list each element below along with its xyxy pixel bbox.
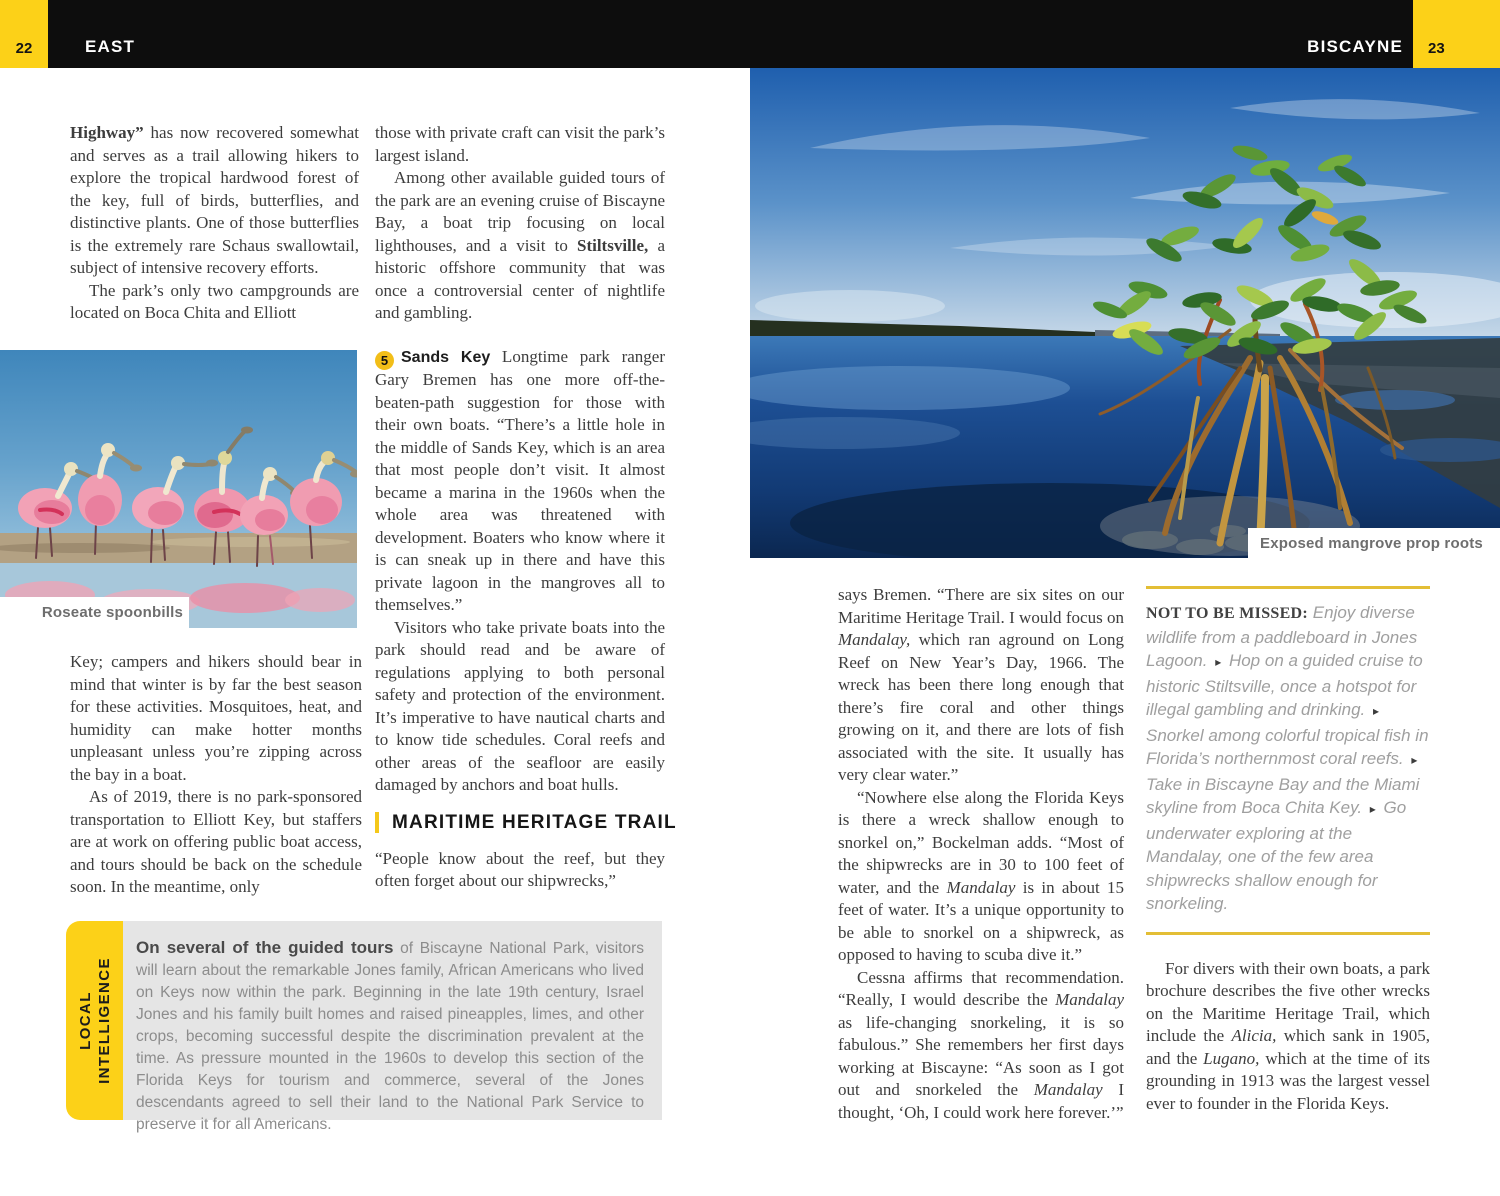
paragraph: Highway” has now recovered somewhat and serves as a trail allowing hikers to explore the tropical hardwood forest of the key, full of birds, butterflies, and distinctive plants. One of those butterflies is the extremely rare Schaus swallowtail, subject of intensive recovery efforts.: [70, 123, 359, 277]
local-intelligence-text: On several of the guided tours of Biscayne National Park, visitors will learn about the remarkable Jones family, African Americans who lived on Keys now within the park. Beginning in the late 19th century, Israel Jones and his family built homes and raised pineapples, limes, and other crops, becoming successful despite the discrimination prevalent at the time. As pressure mounted in the 1960s to develop this section of the Florida Keys for tourism and commerce, several of the Jones descendants agreed to sell their land to the National Park Service to preserve it for all Americans.: [136, 938, 644, 1133]
paragraph: says Bremen. “There are six sites on our Maritime Heritage Trail. I would focus on Mandalay, which ran aground on Long Reef on New Year’s Day, 1966. The wreck has been there long enough that there’s fire coral and other things growing on it, and there are lots of fish associated with the site. It usually has very clear water.”: [838, 585, 1124, 784]
mangrove-illustration: [750, 68, 1500, 558]
paragraph: Visitors who take private boats into the park should read and be aware of regulations applying to both personal safety and protection of the environment. It’s imperative to have nautical charts and to know tide schedules. Coral reefs and other areas of the seafloor are easily damaged by anchors and boat hulls.: [375, 617, 665, 794]
triangle-bullet-icon: ▸: [1215, 655, 1222, 669]
photo-caption-spoonbills: [0, 597, 189, 628]
sands-key-paragraph: 5 Sands Key Longtime park ranger Gary Bremen has one more off-the-beaten-path suggestion for those with their own boats. “There’s a little hole in the middle of Sands Key, which is an area that most people don’t visit. It almost became a marina in the 1960s when the whole area was threatened with development. Boaters who know where it is can sneak up in there and have this private lagoon in the mangroves all to themselves.”: [375, 346, 666, 614]
poi-number-badge: 5: [375, 351, 394, 370]
left-column-2: [375, 122, 677, 893]
local-intelligence-tab-label: LOCAL INTELLIGENCE: [76, 957, 113, 1084]
section-label-east: EAST: [85, 37, 136, 56]
header-bar: [48, 0, 1413, 68]
right-page-number: 23: [1413, 0, 1500, 68]
local-intelligence-tab: [66, 921, 123, 1120]
caption-text: Exposed mangrove prop roots: [1260, 534, 1483, 552]
paragraph: For divers with their own boats, a park brochure describes the five other wrecks on the Maritime Heritage Trail, which include the Alicia, which sank in 1905, and the Lugano, which at the time of its grounding in 1913 was the largest vessel ever to founder in the Florida Keys.: [1146, 958, 1430, 1113]
section-heading-row: [375, 811, 677, 834]
section-label-biscayne: BISCAYNE: [1307, 37, 1403, 56]
left-column-1-continued: [70, 651, 362, 899]
paragraph: As of 2019, there is no park-sponsored transportation to Elliott Key, but staffers are at work on offering public boat access, and tours should be back on the schedule soon. In the meantime, only: [70, 787, 362, 896]
paragraph: “Nowhere else along the Florida Keys is there a wreck shallow enough to snorkel on,” Bockelman adds. “Most of the shipwrecks are in 30 to 100 feet of water, and the Mandalay is in about 15 feet of water. It’s a unique opportunity to be able to snorkel on a shipwreck, as opposed to having to scuba dive it.”: [838, 787, 1124, 964]
section-heading: MARITIME HERITAGE TRAIL: [392, 811, 677, 833]
paragraph: Among other available guided tours of the park are an evening cruise of Biscayne Bay, a boat trip focusing on local lighthouses, and a visit to Stiltsville, a historic offshore community that was once a controversial center of nightlife and gambling.: [375, 168, 665, 322]
triangle-bullet-icon: ▸: [1369, 802, 1376, 816]
paragraph: Cessna affirms that recommendation. “Really, I would describe the Mandalay as life-changing snorkeling, it is so fabulous.” She remembers her first days working at Biscayne: “As soon as I got out and snorkeled the Mandalay I thought, ‘Oh, I could work here forever.’”: [838, 967, 1124, 1122]
caption-text: Roseate spoonbills: [41, 604, 183, 621]
left-page-number: 22: [0, 0, 48, 68]
not-to-be-missed-label: NOT TO BE MISSED:: [1146, 605, 1309, 622]
paragraph: “People know about the reef, but they often forget about our shipwrecks,”: [375, 848, 665, 890]
mangrove-photo: [750, 68, 1500, 558]
triangle-bullet-icon: ▸: [1372, 704, 1380, 718]
right-column-2: [1146, 586, 1430, 1115]
local-intelligence-box: [123, 921, 662, 1133]
page-header: [0, 0, 1500, 68]
photo-caption-mangrove: [1248, 528, 1500, 558]
yellow-rule-top: [1146, 586, 1430, 589]
not-to-be-missed: NOT TO BE MISSED: Enjoy diverse wildlife from a paddleboard in Jones Lagoon. ▸ Hop on a guided cruise to historic Stiltsville, once a hotspot for illegal gambling and drinking. ▸ Snorkel among colorful tropical fish in Florida’s northernmost coral reefs. ▸ Take in Biscayne Bay and the Miami skyline from Boca Chita Key. ▸ Go underwater exploring at the Mandalay, one of the few area shipwrecks shallow enough for snorkeling.: [1146, 603, 1429, 913]
triangle-bullet-icon: ▸: [1411, 753, 1418, 767]
roseate-spoonbills-photo: [0, 350, 357, 628]
paragraph: Key; campers and hikers should bear in mind that winter is by far the best season for these activities. Mosquitoes, heat, and humidity can make hotter months unpleasant unless you’re zipping across the bay in a boat.: [70, 652, 362, 784]
spoonbills-illustration: [0, 350, 357, 628]
yellow-tick-icon: [375, 812, 379, 833]
paragraph: The park’s only two campgrounds are located on Boca Chita and Elliott: [70, 280, 359, 322]
poi-name: Sands Key: [401, 348, 491, 366]
paragraph: those with private craft can visit the park’s largest island.: [375, 123, 665, 165]
yellow-rule-bottom: [1146, 932, 1430, 935]
left-column-1: [70, 122, 359, 325]
right-column-1: [838, 584, 1124, 1124]
